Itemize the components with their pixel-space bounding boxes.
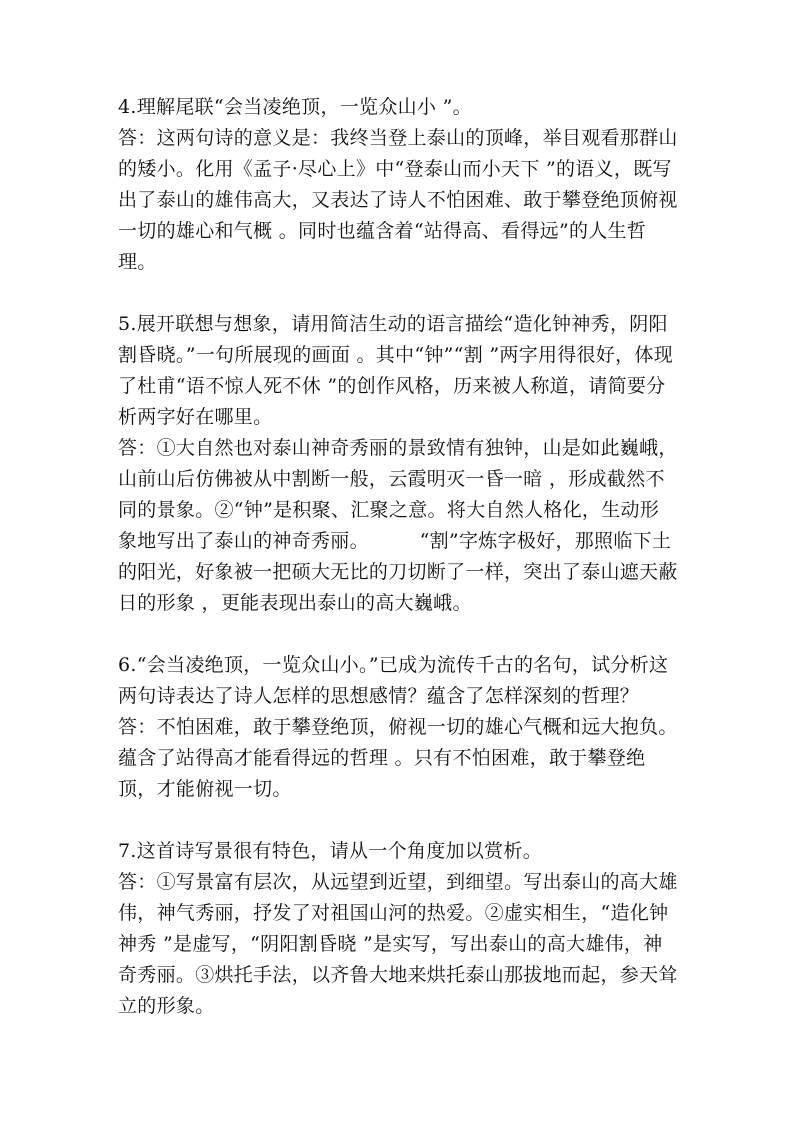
question-text: 4.理解尾联“会当凌绝顶，一览众山小 ”。	[118, 96, 472, 118]
answer-text: 答：不怕困难，敢于攀登绝顶，俯视一切的雄心气概和远大抱负。	[118, 716, 678, 738]
question-block-5	[118, 309, 678, 619]
answer-text: 蕴含了站得高才能看得远的哲理 。只有不怕困难，敢于攀登绝顶，才能俯视一切。	[118, 747, 646, 800]
question-text: 7.这首诗写景很有特色，请从一个角度加以赏析。	[118, 840, 543, 862]
question-block-7	[118, 836, 678, 1022]
question-block-6	[118, 650, 678, 805]
question-text: 5.展开联想与想象，请用简洁生动的语言描绘“造化钟神秀，阴阳割昏晓。”一句所展现的画面 。其中“钟”“割 ”两字用得很好，体现了杜甫“语不惊人死不休 ”的创作风格，历来被人称道，请简要分析两字好在哪里。	[118, 313, 674, 428]
question-text: 6.“会当凌绝顶，一览众山小。”已成为流传千古的名句，试分析这两句诗表达了诗人怎样的思想感情？蕴含了怎样深刻的哲理？	[118, 654, 669, 707]
document-page	[118, 92, 678, 1053]
answer-text: 答：这两句诗的意义是：我终当登上泰山的顶峰，举目观看那群山的矮小。化用《孟子·尽心上》中“登泰山而小天下 ”的语义，既写出了泰山的雄伟高大，又表达了诗人不怕困难、敢于攀登绝顶俯视一切的雄心和气概 。同时也蕴含着“站得高、看得远”的人生哲理。	[118, 127, 678, 273]
answer-text: 答：①写景富有层次，从远望到近望，到细望。写出泰山的高大雄伟，神气秀丽，抒发了对祖国山河的热爱。②虚实相生，“造化钟神秀 ”是虚写，“阴阳割昏晓 ”是实写，写出泰山的高大雄伟，神奇秀丽。③烘托手法，以齐鲁大地来烘托泰山那拔地而起，参天耸立的形象。	[118, 871, 678, 1017]
question-block-4	[118, 92, 678, 278]
answer-text: 答：①大自然也对泰山神奇秀丽的景致情有独钟，山是如此巍峨，山前山后仿佛被从中割断一般，云霞明灭一昏一暗 ，形成截然不同的景象。②“钟”是积聚、汇聚之意。将大自然人格化，生动形象地写出了泰山的神奇秀丽。 “割”字炼字极好，那照临下土的阳光，好象被一把硕大无比的刀切断了一样，突出了泰山遮天蔽日的形象 ，更能表现出泰山的高大巍峨。	[118, 437, 678, 614]
